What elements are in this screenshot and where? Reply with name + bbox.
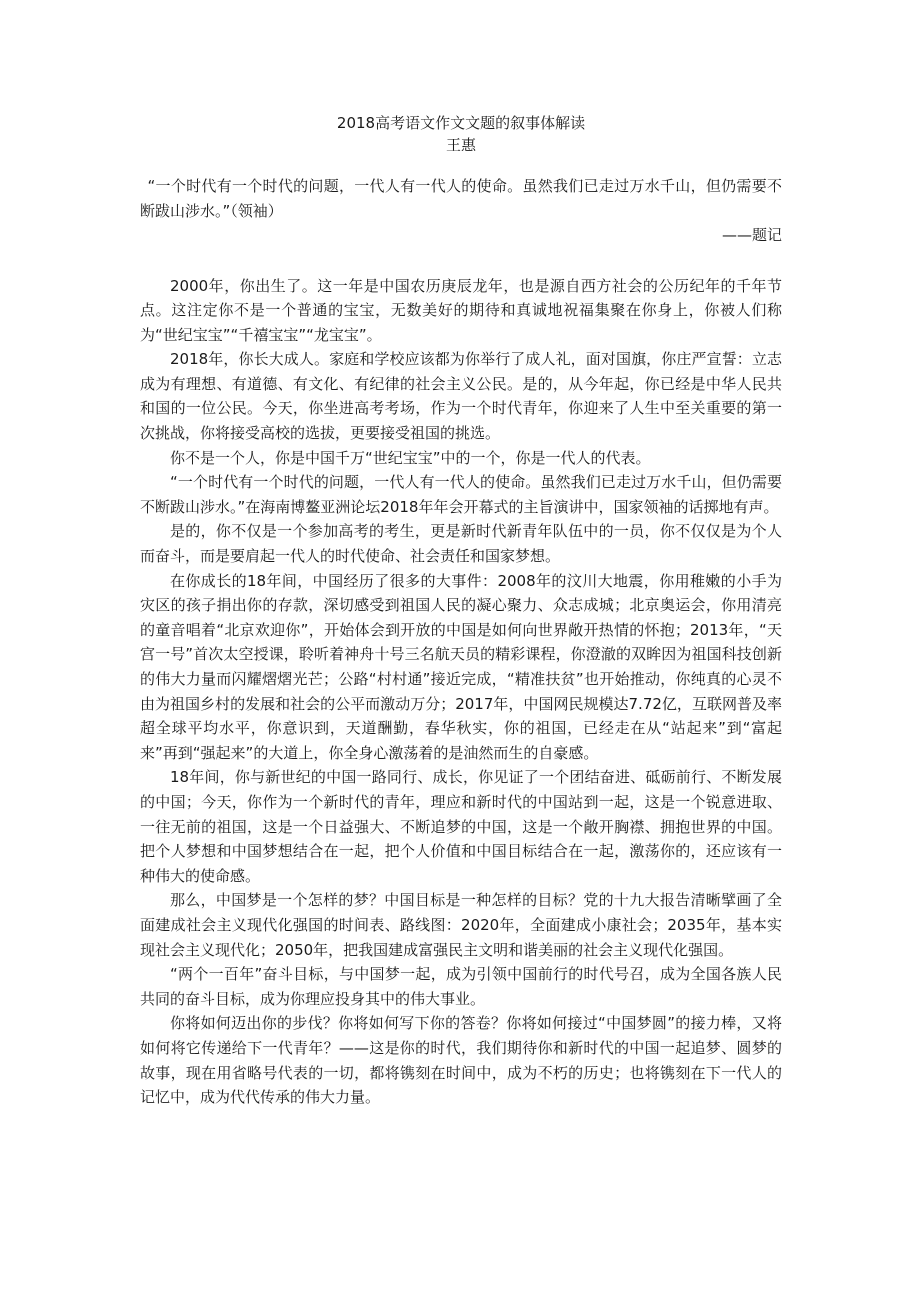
paragraph: 是的，你不仅是一个参加高考的考生，更是新时代新青年队伍中的一员，你不仅仅是为个人而奋斗，而是要肩起一代人的时代使命、社会责任和国家梦想。 [140, 522, 782, 566]
paragraph: 你不是一个人，你是中国千万“世纪宝宝”中的一个，你是一代人的代表。 [170, 448, 651, 467]
document-body [140, 112, 782, 1110]
paragraph: 2018年，你长大成人。家庭和学校应该都为你举行了成人礼，面对国旗，你庄严宣誓：立志成为有理想、有道德、有文化、有纪律的社会主义公民。是的，从今年起，你已经是中华人民共和国的一位公民。今天，你坐进高考考场，作为一个时代青年，你迎来了人生中至关重要的第一次挑战，你将接受高校的选拔，更要接受祖国的挑选。 [140, 350, 782, 443]
paragraph: 你将如何迈出你的步伐？你将如何写下你的答卷？你将如何接过“中国梦圆”的接力棒，又将如何将它传递给下一代青年？——这是你的时代，我们期待你和新时代的中国一起追梦、圆梦的故事，现在用省略号代表的一切，都将镌刻在时间中，成为不朽的历史；也将镌刻在下一代人的记忆中，成为代代传承的伟大力量。 [140, 1014, 782, 1107]
document-title: 2018高考语文作文文题的叙事体解读 [336, 114, 586, 132]
paragraph: “一个时代有一个时代的问题，一代人有一代人的使命。虽然我们已走过万水千山，但仍需要不断跋山涉水。”在海南博鳌亚洲论坛2018年年会开幕式的主旨演讲中，国家领袖的话掷地有声。 [140, 473, 782, 516]
paragraph: 2000年，你出生了。这一年是中国农历庚辰龙年，也是源自西方社会的公历纪年的千年节点。这注定你不是一个普通的宝宝，无数美好的期待和真诚地祝福集聚在你身上，你被人们称为“世纪宝宝”“千禧宝宝”“龙宝宝”。 [140, 276, 782, 344]
epigraph: “一个时代有一个时代的问题，一代人有一代人的使命。虽然我们已走过万水千山，但仍需要不断跋山涉水。”（领袖） [140, 177, 782, 220]
paragraph: 18年间，你与新世纪的中国一路同行、成长，你见证了一个团结奋进、砥砺前行、不断发展的中国；今天，你作为一个新时代的青年，理应和新时代的中国站到一起，这是一个锐意进取、一往无前的祖国，这是一个日益强大、不断追梦的中国，这是一个敞开胸襟、拥抱世界的中国。把个人梦想和中国梦想结合在一起，把个人价值和中国目标结合在一起，激荡你的，还应该有一种伟大的使命感。 [140, 768, 782, 885]
paragraph: “两个一百年”奋斗目标，与中国梦一起，成为引领中国前行的时代号召，成为全国各族人民共同的奋斗目标，成为你理应投身其中的伟大事业。 [140, 965, 782, 1008]
paragraph: 那么，中国梦是一个怎样的梦？中国目标是一种怎样的目标？党的十九大报告清晰擘画了全面建成社会主义现代化强国的时间表、路线图：2020年，全面建成小康社会；2035年，基本实现社会主义现代化；2050年，把我国建成富强民主文明和谐美丽的社会主义现代化强国。 [140, 891, 782, 959]
document-author: 王惠 [445, 136, 476, 154]
epigraph-signature: ——题记 [721, 226, 782, 244]
paragraph: 在你成长的18年间，中国经历了很多的大事件：2008年的汶川大地震，你用稚嫩的小手为灾区的孩子捐出你的存款，深切感受到祖国人民的凝心聚力、众志成城；北京奥运会，你用清亮的童音唱着“北京欢迎你”，开始体会到开放的中国是如何向世界敞开热情的怀抱；2013年，“天宫一号”首次太空授课，聆听着神舟十号三名航天员的精彩课程，你澄澈的双眸因为祖国科技创新的伟大力量而闪耀熠熠光芒；公路“村村通”接近完成，“精准扶贫”也开始推动，你纯真的心灵不由为祖国乡村的发展和社会的公平而激动万分；2017年，中国网民规模达7.72亿，互联网普及率超全球平均水平，你意识到，天道酬勤，春华秋实，你的祖国，已经走在从“站起来”到“富起来”再到“强起来”的大道上，你全身心激荡着的是油然而生的自豪感。 [140, 571, 782, 762]
